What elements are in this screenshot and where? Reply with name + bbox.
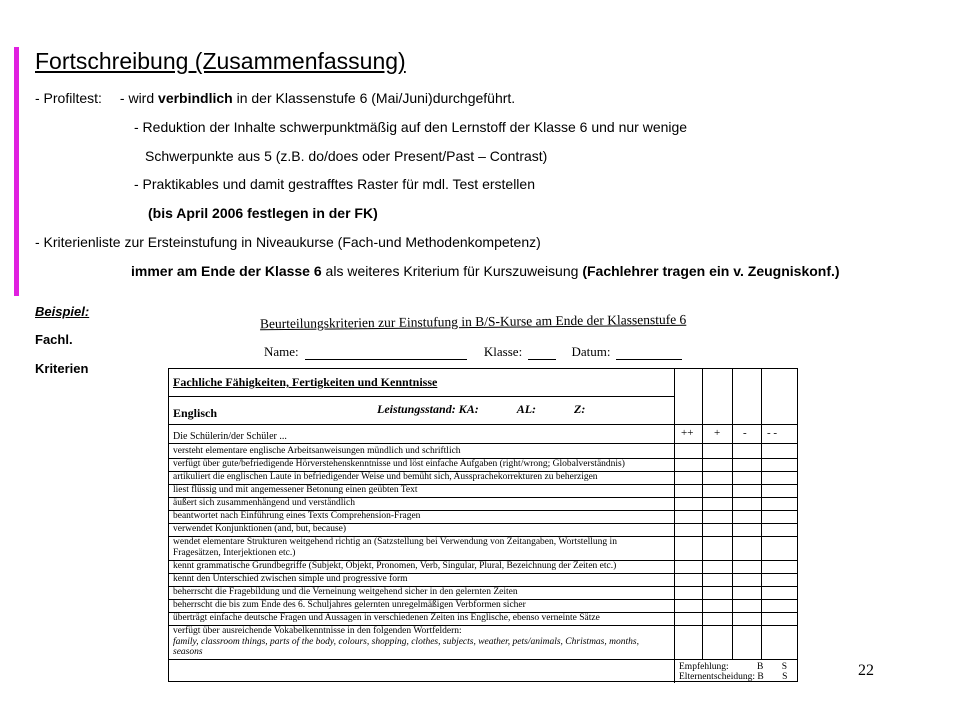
criterion-row-cont: seasons: [173, 647, 203, 657]
text-bold: immer am Ende der Klasse 6: [131, 263, 322, 279]
criterion-row: überträgt einfache deutsche Fragen und Aussagen in verschiedenen Zeiten ins Englische, ebenso verneinte Sätze: [173, 613, 600, 623]
row-divider: [169, 396, 674, 397]
text-line-5: (bis April 2006 festlegen in der FK): [148, 205, 378, 221]
col-divider: [761, 369, 762, 659]
text-line-7: [131, 263, 840, 279]
page-number: 22: [858, 662, 874, 679]
criterion-row-cont: family, classroom things, parts of the body, colours, shopping, clothes, subjects, weather, pets/animals, Christmas, months,: [173, 637, 639, 647]
text-line-2: - Reduktion der Inhalte schwerpunktmäßig auf den Lernstoff der Klasse 6 und nur wenige: [134, 119, 688, 135]
level-ka: Leistungsstand: KA:: [377, 402, 479, 416]
criterion-row-cont: Fragesätzen, Interjektionen etc.): [173, 548, 296, 558]
intro-text: Die Schülerin/der Schüler ...: [173, 431, 287, 442]
parent-s: S: [782, 672, 788, 682]
parent-decision-row: [679, 672, 787, 682]
form-name-row: [264, 344, 688, 360]
col-divider: [702, 369, 703, 659]
text-line-4: - Praktikables und damit gestrafftes Raster für mdl. Test erstellen: [134, 176, 535, 192]
level-al: AL:: [516, 402, 537, 416]
criterion-row: verfügt über gute/befriedigende Hörverstehenskenntnisse und löst einfache Aufgaben (right/wrong; Globalverständnis): [173, 459, 625, 469]
recommendation-row: [679, 662, 787, 672]
row-divider: [169, 443, 797, 444]
mark-plusplus: ++: [681, 427, 694, 439]
scanned-form: [168, 310, 798, 682]
criterion-row: liest flüssig und mit angemessener Betonung einen geübten Text: [173, 485, 418, 495]
rec-s: S: [781, 662, 787, 672]
row-divider: [169, 659, 797, 660]
criterion-row: kennt grammatische Grundbegriffe (Subjekt, Objekt, Pronomen, Verb, Singular, Plural, Bezeichnung der Zeiten etc.): [173, 561, 617, 571]
mark-minus: -: [743, 427, 747, 439]
text-bold: (Fachlehrer tragen ein v. Zeugniskonf.): [582, 263, 840, 279]
parent-decision-label: Elternentscheidung:: [679, 672, 755, 682]
criterion-row: verwendet Konjunktionen (and, but, because): [173, 524, 347, 534]
level-z: Z:: [574, 402, 586, 416]
page-title: Fortschreibung (Zusammenfassung): [35, 48, 406, 74]
criterion-row: beantwortet nach Einführung eines Texts Comprehension-Fragen: [173, 511, 421, 521]
profiltest-label: - Profiltest:: [35, 90, 102, 106]
criterion-row: beherrscht die bis zum Ende des 6. Schuljahres gelernten unregelmäßigen Verbformen sicher: [173, 600, 526, 610]
criterion-row: versteht elementare englische Arbeitsanweisungen mündlich und schriftlich: [173, 446, 461, 456]
subject-label: Englisch: [173, 406, 218, 420]
mark-plus: +: [714, 427, 721, 439]
name-blank: [305, 347, 467, 360]
kriterien-label: Kriterien: [35, 361, 89, 376]
level-row: [377, 402, 623, 417]
text-line-6: - Kriterienliste zur Ersteinstufung in Niveaukurse (Fach-und Methodenkompetenz): [35, 234, 541, 250]
fachl-label: Fachl.: [35, 332, 73, 347]
rec-b: B: [756, 662, 764, 672]
datum-label: Datum:: [571, 344, 611, 359]
criterion-row: wendet elementare Strukturen weitgehend richtig an (Satzstellung bei Verwendung von Zeitangaben, Wortstellung in: [173, 537, 617, 547]
beispiel-label: Beispiel:: [35, 304, 90, 319]
form-heading: Beurteilungskriterien zur Einstufung in B/S-Kurse am Ende der Klassenstufe 6: [259, 311, 687, 332]
text-part: in der Klassenstufe 6 (Mai/Juni)durchgeführt.: [232, 90, 516, 106]
text-part: - wird: [119, 90, 159, 106]
recommendation-label: Empfehlung:: [679, 662, 729, 672]
col-divider: [674, 369, 675, 659]
accent-bar: [14, 47, 19, 296]
text-line-1: [35, 90, 515, 106]
criterion-row: äußert sich zusammenhängend und verständlich: [173, 498, 356, 508]
criterion-row: artikuliert die englischen Laute in befriedigender Weise und bemüht sich, Aussprachekorrekturen zu beherzigen: [173, 472, 598, 482]
section-title: Fachliche Fähigkeiten, Fertigkeiten und Kenntnisse: [173, 375, 438, 389]
col-divider: [732, 369, 733, 659]
criteria-grid: [168, 368, 798, 682]
text-bold: verbindlich: [158, 90, 233, 106]
klasse-label: Klasse:: [483, 344, 523, 359]
datum-blank: [616, 347, 682, 360]
text-part: als weiteres Kriterium für Kurszuweisung: [321, 263, 583, 279]
criterion-row: verfügt über ausreichende Vokabelkenntnisse in den folgenden Wortfeldern:: [173, 626, 462, 636]
parent-b: B: [757, 672, 764, 682]
criterion-row: kennt den Unterschied zwischen simple und progressive form: [173, 574, 408, 584]
criterion-row: beherrscht die Fragebildung und die Verneinung weitgehend sicher in den gelernten Zeiten: [173, 587, 518, 597]
name-label: Name:: [264, 344, 299, 359]
col-divider: [674, 659, 675, 683]
text-line-3: Schwerpunkte aus 5 (z.B. do/does oder Present/Past – Contrast): [145, 148, 548, 164]
mark-minusminus: - -: [767, 427, 778, 439]
klasse-blank: [528, 347, 556, 360]
